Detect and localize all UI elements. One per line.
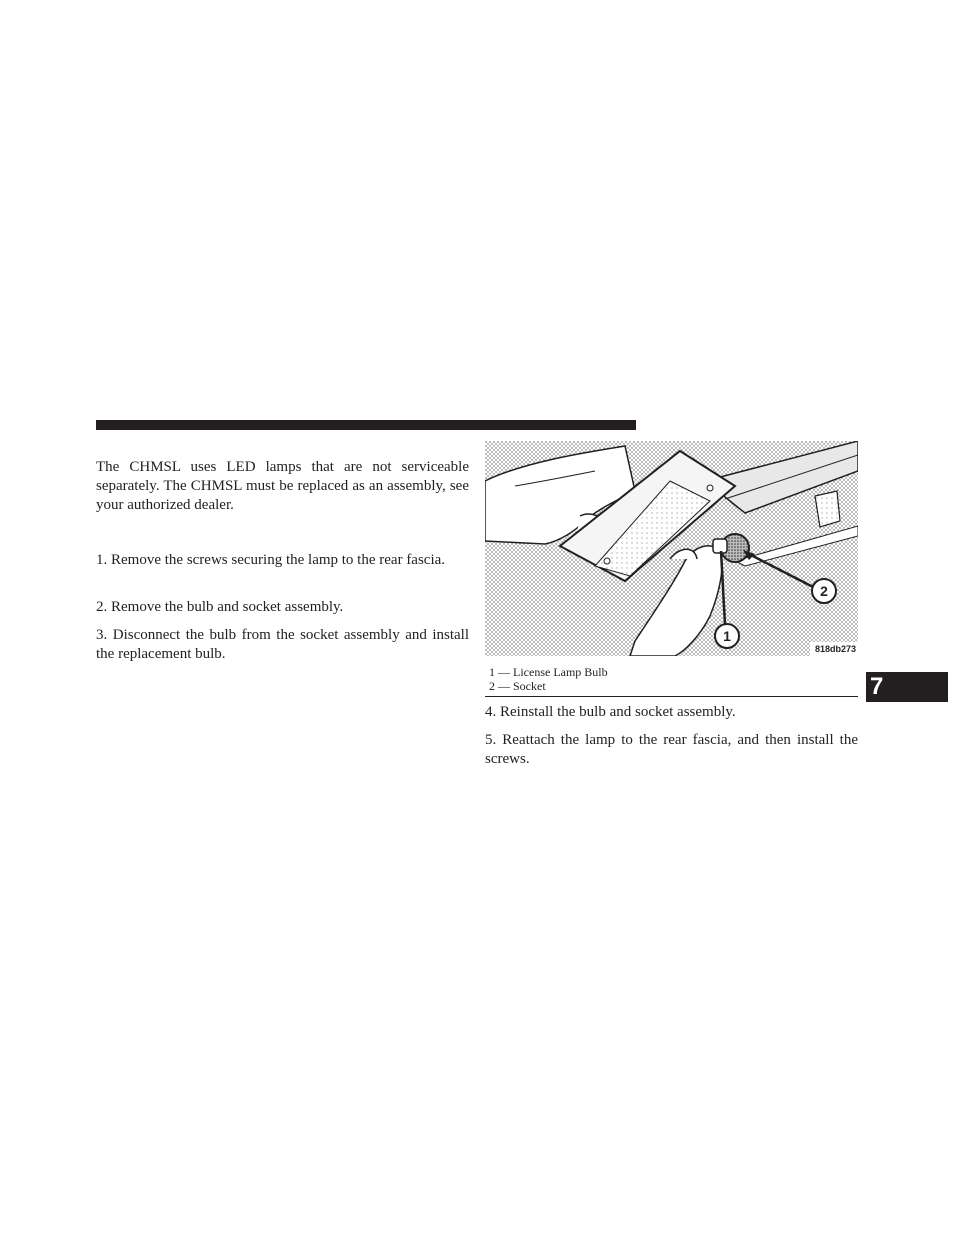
section-header-rule <box>96 420 636 430</box>
figure-code: 818db273 <box>814 644 856 654</box>
intro-paragraph: The CHMSL uses LED lamps that are not serviceable separately. The CHMSL must be replaced as an assembly, see your authorized dealer. <box>96 459 469 513</box>
step-3: 3. Disconnect the bulb from the socket assembly and install the replacement bulb. <box>96 627 469 662</box>
callout-2-label: 2 <box>820 583 828 599</box>
license-lamp-illustration <box>485 441 858 656</box>
step-5: 5. Reattach the lamp to the rear fascia, and then install the screws. <box>485 732 858 767</box>
license-lamp-figure <box>485 441 858 656</box>
step-1: 1. Remove the screws securing the lamp to the rear fascia. <box>96 552 446 568</box>
caption-item-2: 2 — Socket <box>489 679 546 693</box>
chapter-tab: 7 <box>866 672 948 702</box>
bracket <box>815 491 840 527</box>
step-4: 4. Reinstall the bulb and socket assembly. <box>485 704 736 720</box>
figure-caption <box>489 665 608 693</box>
caption-rule <box>485 696 858 697</box>
callout-1-label: 1 <box>723 628 731 644</box>
step-2: 2. Remove the bulb and socket assembly. <box>96 599 344 615</box>
bulb <box>713 539 727 553</box>
caption-item-1: 1 — License Lamp Bulb <box>489 665 608 679</box>
